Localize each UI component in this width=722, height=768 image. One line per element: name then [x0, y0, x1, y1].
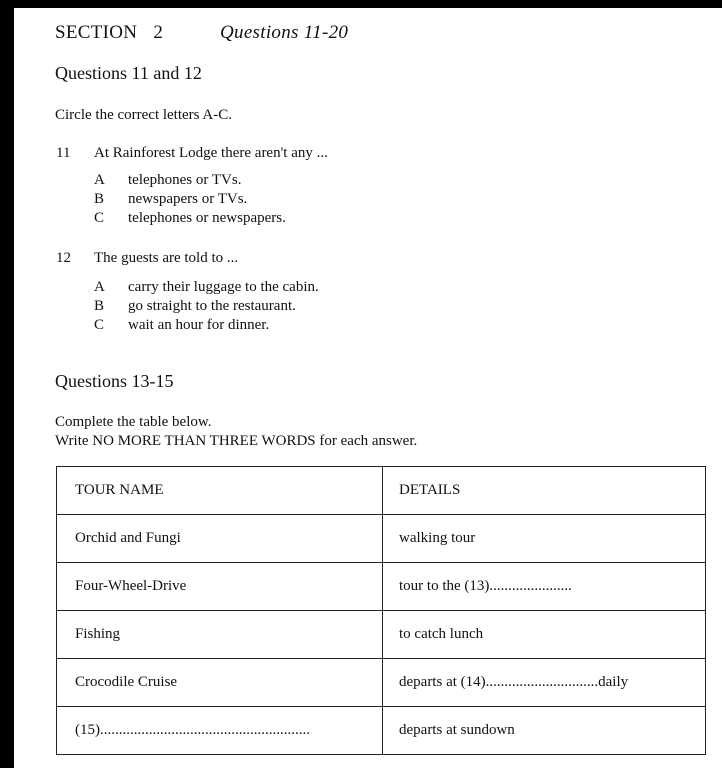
questions-11-12-heading: Questions 11 and 12	[55, 63, 202, 83]
question-text: At Rainforest Lodge there aren't any ...	[94, 145, 328, 161]
question-11	[56, 145, 556, 165]
option-text: telephones or TVs.	[128, 172, 242, 188]
option-11-a[interactable]	[94, 172, 494, 192]
exam-page	[14, 8, 722, 768]
table-row	[57, 563, 706, 611]
option-letter: A	[94, 172, 105, 188]
word-limit-instruction: Write NO MORE THAN THREE WORDS for each answer.	[55, 433, 418, 449]
option-text: carry their luggage to the cabin.	[128, 279, 319, 295]
details-cell: walking tour	[383, 515, 706, 563]
section-number: 2	[153, 22, 164, 43]
table-row	[57, 707, 706, 755]
option-letter: B	[94, 191, 105, 207]
option-12-a[interactable]	[94, 279, 494, 299]
tour-name-cell: Orchid and Fungi	[57, 515, 383, 563]
option-text: telephones or newspapers.	[128, 210, 286, 226]
details-cell: departs at sundown	[383, 707, 706, 755]
option-letter: B	[94, 298, 105, 314]
option-text: go straight to the restaurant.	[128, 298, 296, 314]
option-text: wait an hour for dinner.	[128, 317, 270, 333]
header-details: DETAILS	[383, 467, 706, 515]
questions-13-15-heading: Questions 13-15	[55, 371, 174, 391]
details-cell: to catch lunch	[383, 611, 706, 659]
tour-name-cell: Four-Wheel-Drive	[57, 563, 383, 611]
table-header-row	[57, 467, 706, 515]
answer-13-cell[interactable]: tour to the (13)......................	[383, 563, 706, 611]
section-header	[55, 22, 349, 44]
question-text: The guests are told to ...	[94, 250, 239, 266]
table-instruction: Complete the table below.	[55, 414, 212, 430]
option-letter: C	[94, 317, 105, 333]
option-12-c[interactable]	[94, 317, 494, 337]
table-row	[57, 515, 706, 563]
tours-table	[56, 466, 706, 755]
question-12	[56, 250, 556, 270]
option-12-b[interactable]	[94, 298, 494, 318]
header-tour-name: TOUR NAME	[57, 467, 383, 515]
table-row	[57, 659, 706, 707]
option-11-b[interactable]	[94, 191, 494, 211]
option-text: newspapers or TVs.	[128, 191, 248, 207]
tour-name-cell: Fishing	[57, 611, 383, 659]
section-questions-range: Questions 11-20	[220, 22, 349, 43]
option-letter: C	[94, 210, 105, 226]
section-label: SECTION	[55, 22, 138, 43]
circle-instruction: Circle the correct letters A-C.	[55, 107, 233, 123]
option-11-c[interactable]	[94, 210, 494, 230]
question-number: 12	[56, 250, 71, 266]
answer-14-cell[interactable]: departs at (14)..............................daily	[383, 659, 706, 707]
answer-15-cell[interactable]: (15)........................................................	[57, 707, 383, 755]
question-number: 11	[56, 145, 71, 161]
table-row	[57, 611, 706, 659]
option-letter: A	[94, 279, 105, 295]
tour-name-cell: Crocodile Cruise	[57, 659, 383, 707]
